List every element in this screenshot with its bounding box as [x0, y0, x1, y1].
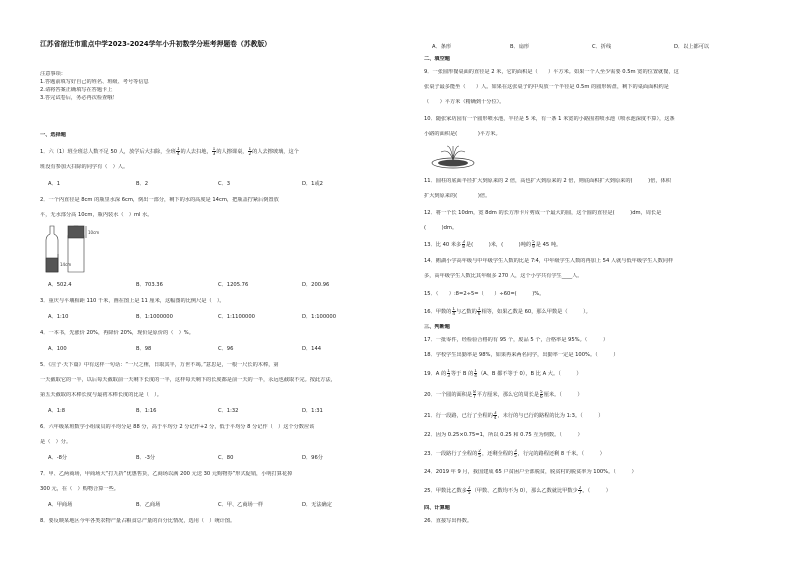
option: D．200.96: [302, 282, 330, 288]
question-text: ，未行的与已行的路程的比为 1:3。（ ）: [497, 413, 604, 420]
question-text: 。（ ）: [582, 488, 611, 495]
left-column: [40, 0, 408, 562]
question-12: 12．将一个长 10dm，宽 8dm 的长方形卡片剪成一个最大的圆，这个圆的直径是( )dm，周长是: [424, 210, 662, 216]
option: C．1:32: [218, 408, 239, 414]
option: B．1:1000000: [136, 314, 173, 320]
question-9: 9．一张圆形餐桌面的直径是 2 米，它的面积是（ ）平方米。如果一个人至少需要 0.5m 宽的位置就餐，这: [424, 69, 679, 75]
option: C．80: [218, 455, 234, 461]
section-heading-fill: 二、填空题: [424, 56, 450, 62]
question-26: 26．直接写出得数。: [424, 518, 473, 524]
option: B．乙商场: [136, 502, 161, 508]
fraction: $\frac{5}{9}$: [532, 240, 535, 250]
option: C．96: [218, 346, 234, 352]
option: A．甲商场: [48, 502, 73, 508]
fraction: $\frac{3}{5}$: [514, 449, 517, 459]
question-text: 是( )米，( )吨的: [465, 242, 532, 249]
fraction: $\frac{2}{5}$: [478, 449, 481, 459]
question-text: 的人去扫地，: [180, 149, 212, 156]
question-text: 19．A 的: [424, 371, 447, 378]
question-2: 2．一个内直径是 8cm 的瓶里水深 6cm，倒出一部分，剩下的水的高度是 14cm，把瓶盖拧紧后倒置放: [40, 197, 279, 203]
question-3: 3．重庆与平壤相距 110 千米，画在图上是 11 厘米，这幅图的比例尺是（ ）。: [40, 298, 225, 304]
question-text: 是 45 吨。: [535, 242, 562, 249]
note-item: 2.请将答案正确填写在答题卡上: [40, 87, 113, 93]
question-text: 21．行一段路，已行了全程的: [424, 413, 493, 420]
question-7: 7．甲、乙两商场，甲商场大“打九折”优惠售货，乙商场以满 200 元送 30 元购物券”形式促销，小明打算花掉: [40, 471, 293, 477]
question-15: 15．（ ）:8=2÷5=（ ）÷60=( )%。: [424, 291, 545, 297]
fraction: $\frac{2}{7}$: [578, 486, 582, 496]
bottle-label: 10cm: [88, 230, 100, 235]
option: B．1:16: [136, 408, 157, 414]
question-text: 的人擦课桌，: [216, 149, 248, 156]
option: A．1: [48, 181, 61, 187]
question-23: [424, 449, 780, 458]
question-text: 25．甲数比乙数多: [424, 488, 467, 495]
question-text: 16．甲数的: [424, 309, 452, 316]
option: B．扇形: [510, 44, 530, 50]
option: B．703.36: [136, 282, 163, 288]
question-13: [424, 240, 780, 249]
question-text: 等于 B 的: [450, 371, 474, 378]
question-10: 10．随张家坊园有一个圆形喷水池，半径是 5 米，有一条 1 米宽的小路围着喷水池（喷水池深度不算），这条: [424, 116, 675, 122]
fraction: $\frac{1}{4}$: [176, 147, 180, 157]
bottles-figure: [44, 224, 104, 276]
question-11: 11．圆柱的底面半径扩大到原来的 2 倍，高也扩大到原来的 2 倍，则底面积扩大到原来的( )倍，体积: [424, 178, 671, 184]
question-22: 22．因为 0.25×0.75=1，所以 0.25 和 0.75 互为倒数。（ ）: [424, 432, 583, 438]
question-5-cont: 一天截取它的一半，以后每天截取前一天剩下长度的一半，这样每天剩下的长度都是前一天的一半，永远也截取不完。按此方法，: [40, 377, 336, 383]
fraction: $\frac{1}{4}$: [452, 307, 456, 317]
question-5-cont: 第五天截取的木棒长度与最初木棒长度的比是（ ）。: [40, 392, 162, 398]
option: C．3: [218, 181, 231, 187]
question-7-cont: 300 元，在（ ）购物合算一些。: [40, 486, 119, 492]
notes-heading: 注意事项：: [40, 71, 66, 77]
question-6-cont: 是（ ）分。: [40, 439, 72, 445]
question-1-cont: 班没有参加大扫除的同学有（ ）人。: [40, 164, 129, 170]
question-25: [424, 486, 780, 495]
question-9-cont: （ ）平方米（精确到十分位）。: [424, 99, 505, 105]
fraction: $\frac{5}{6}$: [540, 390, 543, 400]
fraction: $\frac{1}{3}$: [447, 369, 450, 379]
fraction: $\frac{3}{4}$: [493, 411, 497, 421]
option: A．100: [48, 346, 67, 352]
option: C．折线: [592, 44, 612, 50]
question-text: 平方厘米，那么它的周长是: [476, 392, 540, 399]
question-14-cont: 多，高年级学生人数比其年级多 270 人，这个小学共有学生____人。: [424, 273, 583, 279]
option: A．1:10: [48, 314, 69, 320]
fraction: $\frac{2}{5}$: [467, 486, 471, 496]
question-4: 4．一本书，先涨价 20%，再降价 20%，现价是原价的（ ）%。: [40, 330, 194, 336]
question-20: [424, 390, 780, 399]
option: D．1:31: [302, 408, 323, 414]
right-column: [424, 0, 780, 562]
question-text: 厘米。（ ）: [543, 392, 583, 399]
note-item: 3.答完试卷后，务必再次检查哦！: [40, 95, 118, 101]
fraction: $\frac{1}{3}$: [212, 147, 216, 157]
question-1: [40, 147, 408, 156]
option: B．-3分: [136, 455, 156, 461]
section-heading-judge: 三、判断题: [424, 324, 450, 330]
question-14: 14．鹅湖小学高年级与中年级学生人数的比是 7∶4，中年级学生人数的再加上 54 人就与低年级学生人数同样: [424, 258, 674, 264]
option: A．条形: [432, 44, 452, 50]
question-8: 8．要反映某地区今年各类农物产量占粮食总产量的百分比情况，选用（ ）统计图。: [40, 518, 236, 524]
bottle-label: 14cm: [60, 262, 72, 267]
question-24: 24．2019 年 9 月，我国建成 65 户贫困户全部脱贫，脱贫村的脱贫率为 100%。（ ）: [424, 469, 637, 475]
option: D．1:100000: [302, 314, 337, 320]
question-text: 13．比 40 米多: [424, 242, 462, 249]
option: C．甲、乙商场一样: [218, 502, 264, 508]
option: D．以上都可以: [674, 44, 710, 50]
question-18: 18．学校学生出勤率是 98%，如果再来两名同学，出勤率一定是 100%。（ ）: [424, 352, 619, 358]
option: D．144: [302, 346, 322, 352]
fraction: $\frac{3}{8}$: [462, 240, 465, 250]
option: D．1或2: [302, 181, 323, 187]
question-text: ，还剩全程的: [481, 451, 514, 458]
note-item: 1.答题前填写好自己的姓名、班级、考号等信息: [40, 79, 149, 85]
fraction: $\frac{1}{6}$: [477, 307, 481, 317]
option: B．2: [136, 181, 149, 187]
question-text: 20．一个圆的面积是: [424, 392, 473, 399]
option: B．98: [136, 346, 152, 352]
question-10-cont: 小路的面积是( )平方米。: [424, 131, 501, 137]
option: C．1205.76: [218, 282, 249, 288]
question-9-cont: 张桌子最多能坐（ ）人。如果在这张桌子的中央放一个半径是 0.5m 的圆形转盘，剩下的桌面面积约是: [424, 84, 669, 90]
question-text: 的人去擦玻璃，这个: [252, 149, 299, 156]
question-21: [424, 411, 780, 420]
option: D．96分: [302, 455, 323, 461]
question-2-cont: 平，无水部分高 10cm，瓶内装水（ ）ml 水。: [40, 212, 153, 218]
option: A．502.4: [48, 282, 72, 288]
question-19: [424, 369, 780, 378]
option: C．1:1100000: [218, 314, 255, 320]
question-16: [424, 307, 780, 316]
question-17: 17．一批零件，经检验合格的有 95 个，废品 5 个，合格率是 95%。（ ）: [424, 337, 609, 343]
question-12-cont: ( )dm。: [424, 225, 458, 231]
question-5: 5．《庄子·天下篇》中有这样一句话：“一尺之棰，日取其半，万世不竭。”意思是，一根一尺长的木棒，第: [40, 362, 279, 368]
question-text: 1．六（1）班全班总人数不足 50 人，放学后大扫除，全班: [40, 149, 176, 156]
question-6: 6．六年级某班数学小组成员的平均分是 88 分，高于平均分 2 分记作+2 分，低于平均分 8 分记作（ ）这个分数应该: [40, 424, 315, 430]
question-text: ，行完的路程还剩 8 千米。（ ）: [517, 451, 605, 458]
question-11-cont: 扩大到原来的( )倍。: [424, 193, 491, 199]
question-text: 与乙数的: [456, 309, 477, 316]
option: A．-8分: [48, 455, 68, 461]
question-text: （甲数、乙数均不为 0），那么乙数就比甲数少: [471, 488, 578, 495]
fraction: $\frac{8}{7}$: [473, 390, 476, 400]
question-text: 23．一段路行了全程的: [424, 451, 478, 458]
page-title: 江苏省宿迁市重点中学2023-2024学年小升初数学分班考押题卷（苏教版）: [40, 40, 271, 48]
section-heading-calc: 四、计算题: [424, 505, 450, 511]
fountain-figure: [430, 140, 476, 170]
section-heading-choice: 一、选择题: [40, 132, 66, 138]
option: A．1:8: [48, 408, 66, 414]
fraction: $\frac{1}{4}$: [474, 369, 477, 379]
option: D．无法确定: [302, 502, 332, 508]
question-text: 相等，如果乙数是 60，那么甲数是（ ）。: [481, 309, 591, 316]
question-text: （A、B 都不等于 0），B 比 A 大。（ ）: [477, 371, 582, 378]
fraction: $\frac{1}{2}$: [248, 147, 252, 157]
